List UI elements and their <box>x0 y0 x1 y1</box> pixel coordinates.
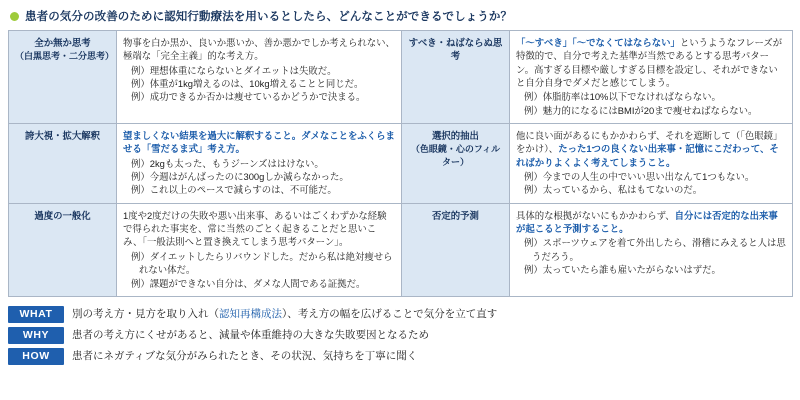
body-lead <box>516 209 786 236</box>
row-label-should-thinking <box>402 31 510 124</box>
key-tag-why: WHY <box>8 327 64 344</box>
body-lead-highlight: 「～すべき」「～でなくてはならない」 <box>516 37 680 48</box>
row-label-text: 過度の一般化 <box>34 209 91 221</box>
key-text-what <box>72 306 497 322</box>
row-body-magnification <box>117 124 402 204</box>
row-label-subtext: （白黒思考・二分思考） <box>15 51 115 62</box>
key-tag-how: HOW <box>8 348 64 365</box>
row-label-overgeneralization <box>9 203 117 296</box>
row-label-negative-prediction <box>402 203 510 296</box>
body-example: 例）2kgも太った、もうジーンズははけない。 <box>131 157 324 169</box>
body-lead-prefix: 具体的な根拠がないにもかかわらず、 <box>516 209 675 221</box>
row-label-text: すべき・ねばならぬ思考 <box>408 37 503 62</box>
body-example: 例）課題ができない自分は、ダメな人間である証拠だ。 <box>131 277 366 289</box>
row-label-text: 全か無か思考 <box>34 37 91 48</box>
body-lead: 1度や2度だけの失敗や悪い出来事、あるいはごくわずかな経験で得られた事実を、常に当然のごとく起きることだと思いこみ、「一般法則へと置き換えてしまう思考パターン」。 <box>123 209 387 248</box>
row-label-selective-abstraction <box>402 124 510 204</box>
key-text-after: ）、考え方の幅を広げることで気分を立て直す <box>282 307 498 320</box>
row-label-magnification <box>9 124 117 204</box>
key-point-why <box>8 327 792 344</box>
key-text-highlight: 認知再構成法 <box>219 307 282 320</box>
body-example: 例）今週はがんばったのに300gしか減らなかった。 <box>131 171 349 183</box>
body-lead-highlight: たった1つの良くない出来事・記憶にこだわって、そればかりよくよく考えてしまうこと。 <box>516 143 779 168</box>
body-example: 例）太っていたら誰も雇いたがらないはずだ。 <box>524 264 721 276</box>
body-example: 例）魅力的になるにはBMIが20まで痩せねばならない。 <box>524 104 758 116</box>
bullet-icon <box>10 12 19 21</box>
body-example: 例）体重が1kg増えるのは、10kg増えることと同じだ。 <box>131 78 364 90</box>
row-body-overgeneralization <box>117 203 402 296</box>
page-title-text: 患者の気分の改善のために認知行動療法を用いるとしたら、どんなことができるでしょうか？ <box>25 11 513 23</box>
key-tag-what: WHAT <box>8 306 64 323</box>
cognitive-distortions-table <box>8 30 793 297</box>
row-label-text: 誇大視・拡大解釈 <box>24 130 100 142</box>
key-points <box>8 306 792 365</box>
row-body-negative-prediction <box>510 203 793 296</box>
row-body-selective-abstraction <box>510 124 793 204</box>
row-label-subtext: （色眼鏡・心のフィルター） <box>410 144 501 168</box>
body-lead <box>516 36 786 89</box>
table-row <box>9 124 793 204</box>
body-example: 例）これ以上のペースで減らすのは、不可能だ。 <box>131 184 337 196</box>
body-example: 例）体脂肪率は10%以下でなければならない。 <box>524 91 721 103</box>
body-lead <box>516 129 786 169</box>
body-lead-highlight: 自分には否定的な出来事が起こると予測すること。 <box>516 209 778 235</box>
key-text-why: 患者の考え方にくせがあると、減量や体重維持の大きな失敗要因となるため <box>72 328 429 341</box>
table-row <box>9 203 793 296</box>
row-body-all-or-nothing <box>117 31 402 124</box>
body-example: 例）理想体重にならないとダイエットは失敗だ。 <box>131 64 337 76</box>
table-row <box>9 31 793 124</box>
row-label-all-or-nothing <box>9 31 117 124</box>
key-point-what <box>8 306 792 323</box>
body-example: 例）今までの人生の中でいい思い出なんて1つもない。 <box>524 171 755 183</box>
body-example: 例）スポーツウェアを着て外出したら、滑稽にみえると人は思うだろう。 <box>524 237 786 262</box>
row-body-should-thinking <box>510 31 793 124</box>
key-text-before: 別の考え方・見方を取り入れ（ <box>72 307 219 320</box>
page-title <box>10 8 792 24</box>
body-lead-highlight: 望ましくない結果を過大に解釈すること。ダメなことをふくらませる「雪だるま式」考え方。 <box>123 130 395 155</box>
body-example: 例）ダイエットしたらリバウンドした。だから私は絶対痩せられない体だ。 <box>131 250 393 276</box>
key-point-how <box>8 348 792 365</box>
body-example: 例）太っているから、私はもてないのだ。 <box>524 184 703 196</box>
body-lead-prefix: 他に良い面があるにもかかわらず、それを遮断して（「色眼鏡」をかけ）、 <box>516 130 783 155</box>
body-lead-rest: というようなフレーズが特徴的で、自分で考えた基準が当然であるとする思考パターン。高すぎる目標や厳しすぎる目標を設定し、それができないと自分自身でダメだと感じてしまう。 <box>516 37 783 89</box>
key-text-how: 患者にネガティブな気分がみられたとき、その状況、気持ちを丁寧に聞く <box>72 349 418 362</box>
row-label-text: 選択的抽出 <box>432 130 479 142</box>
row-label-text: 否定的予測 <box>432 209 479 221</box>
body-lead: 物事を白か黒か、良いか悪いか、善か悪かでしか考えられない、極端な「完全主義」的な考え方。 <box>123 37 395 62</box>
body-example: 例）成功できるか否かは痩せているかどうかで決まる。 <box>131 91 366 103</box>
